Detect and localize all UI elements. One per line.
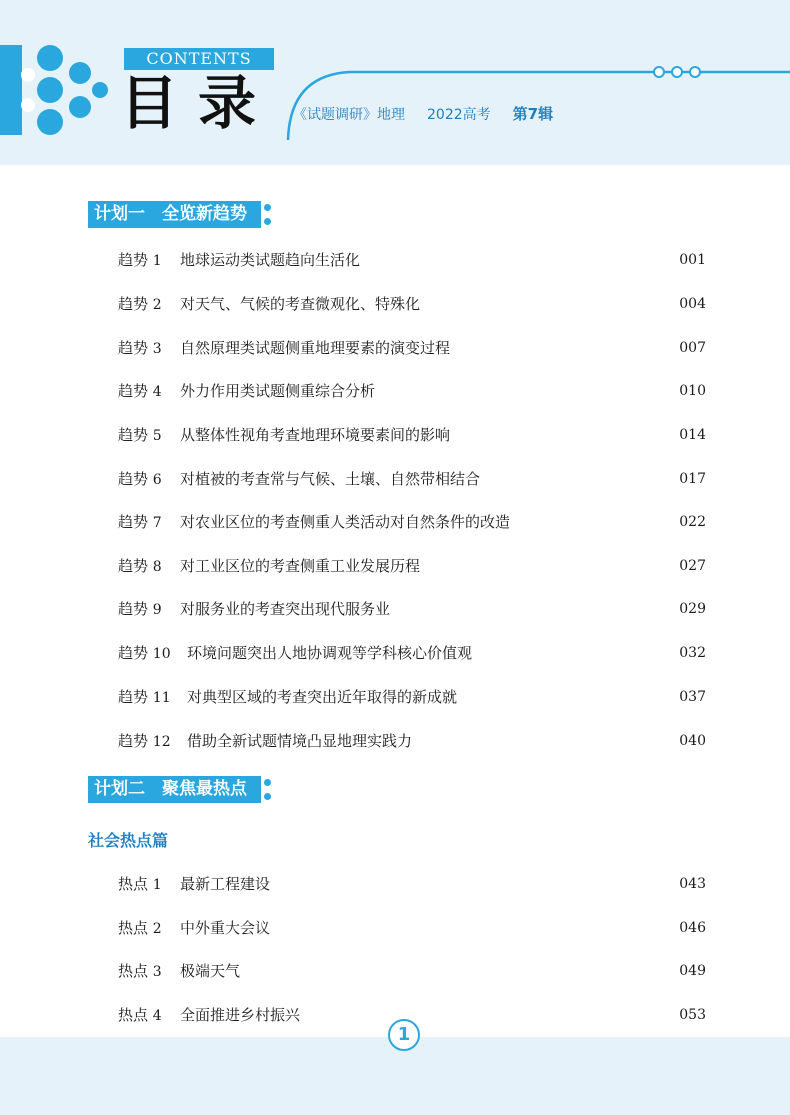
toc-entry[interactable] [118,292,706,316]
page-number: 1 [388,1019,420,1051]
entry-page: 029 [679,601,706,617]
toc-entry[interactable] [118,248,706,272]
subtitle-series: 《试题调研》地理 [293,107,405,123]
entry-page: 037 [679,689,706,705]
entry-number: 2 [152,297,162,313]
entry-label: 趋势 [118,382,149,400]
entry-number: 1 [152,253,162,269]
toc-entry[interactable] [118,685,706,709]
entry-page: 004 [679,296,706,312]
entry-label: 趋势 [118,557,149,575]
entry-number: 8 [152,559,162,575]
toc-entry[interactable] [118,641,706,665]
entry-title: 对农业区位的考查侧重人类活动对自然条件的改造 [180,513,511,531]
entry-label: 趋势 [118,600,149,618]
toc-entry[interactable] [118,379,706,403]
entry-label: 热点 [118,1006,149,1024]
entry-label: 趋势 [118,426,149,444]
entry-title: 环境问题突出人地协调观等学科核心价值观 [187,644,473,662]
entry-page: 053 [679,1007,706,1023]
section-header-plan-1: 计划一 全览新趋势 [88,201,261,228]
entry-page: 040 [679,733,706,749]
header-decoration [0,0,790,165]
toc-entry[interactable] [118,597,706,621]
entry-page: 046 [679,920,706,936]
entry-number: 9 [152,602,162,618]
toc-entry[interactable] [118,729,706,753]
toc-entry[interactable] [118,959,706,983]
entry-title: 对植被的考查常与气候、土壤、自然带相结合 [180,470,481,488]
entry-title: 从整体性视角考查地理环境要素间的影响 [180,426,451,444]
entry-page: 049 [679,963,706,979]
entry-page: 010 [679,383,706,399]
contents-label: CONTENTS [124,48,274,70]
entry-label: 趋势 [118,470,149,488]
entry-page: 007 [679,340,706,356]
entry-number: 5 [152,428,162,444]
subtitle-year: 2022高考 [427,107,491,123]
entry-label: 趋势 [118,644,149,662]
entry-title: 极端天气 [180,962,241,980]
entry-number: 6 [152,472,162,488]
entry-page: 043 [679,876,706,892]
entry-number: 11 [152,690,171,706]
entry-title: 地球运动类试题趋向生活化 [180,251,361,269]
entry-label: 趋势 [118,513,149,531]
entry-number: 1 [152,877,162,893]
entry-page: 022 [679,514,706,530]
entry-title: 对天气、气候的考查微观化、特殊化 [180,295,421,313]
toc-entry[interactable] [118,336,706,360]
entry-title: 自然原理类试题侧重地理要素的演变过程 [180,339,451,357]
entry-label: 趋势 [118,295,149,313]
entry-label: 热点 [118,962,149,980]
entry-number: 7 [152,515,162,531]
subtitle [293,105,553,124]
entry-page: 001 [679,252,706,268]
entry-title: 外力作用类试题侧重综合分析 [180,382,376,400]
entry-number: 2 [152,921,162,937]
entry-number: 4 [152,384,162,400]
entry-page: 014 [679,427,706,443]
entry-number: 12 [152,734,171,750]
section-header-plan-2: 计划二 聚焦最热点 [88,776,261,803]
entry-title: 中外重大会议 [180,919,271,937]
entry-label: 趋势 [118,732,149,750]
entry-page: 017 [679,471,706,487]
entry-title: 全面推进乡村振兴 [180,1006,301,1024]
entry-label: 趋势 [118,251,149,269]
entry-title: 对工业区位的考查侧重工业发展历程 [180,557,421,575]
toc-entry[interactable] [118,423,706,447]
page-title: 目录 [120,69,277,137]
entry-title: 对典型区域的考查突出近年取得的新成就 [187,688,458,706]
entry-number: 3 [152,341,162,357]
entry-label: 热点 [118,875,149,893]
entry-title: 借助全新试题情境凸显地理实践力 [187,732,413,750]
entry-title: 对服务业的考查突出现代服务业 [180,600,391,618]
toc-entry[interactable] [118,916,706,940]
toc-entry[interactable] [118,554,706,578]
toc-entry[interactable] [118,872,706,896]
subtitle-edition: 第7辑 [512,105,554,123]
entry-title: 最新工程建设 [180,875,271,893]
entry-page: 032 [679,645,706,661]
entry-number: 3 [152,964,162,980]
entry-number: 4 [152,1008,162,1024]
entry-number: 10 [152,646,171,662]
toc-entry[interactable] [118,510,706,534]
entry-label: 热点 [118,919,149,937]
entry-label: 趋势 [118,339,149,357]
entry-label: 趋势 [118,688,149,706]
logo-dots-icon [0,35,110,145]
sub-section-title: 社会热点篇 [88,831,169,850]
toc-entry[interactable] [118,467,706,491]
entry-page: 027 [679,558,706,574]
